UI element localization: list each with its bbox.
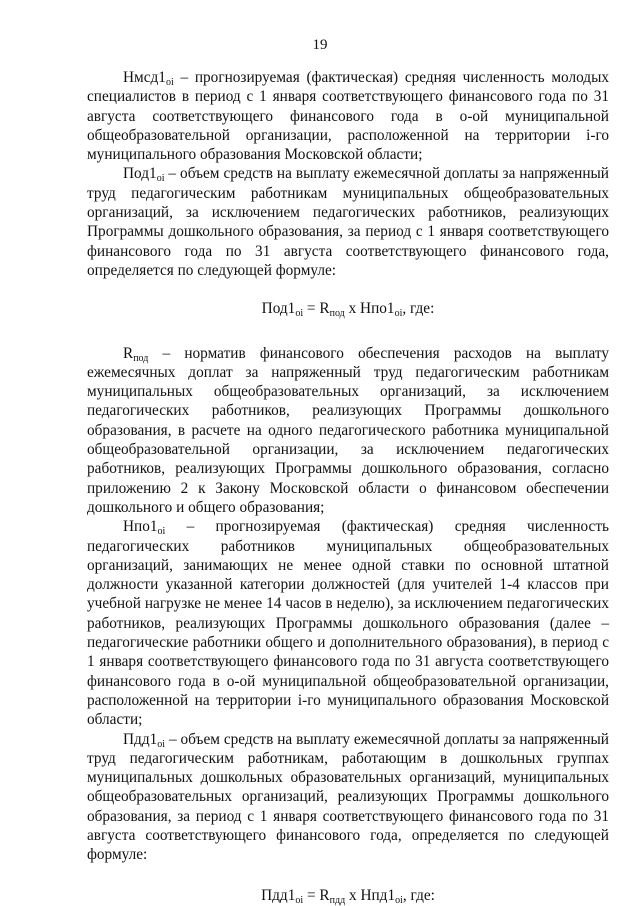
- paragraph-rpod: $R_{под}$ – норматив финансового обеспечения расходов на выплату ежемесячных доплат за напряженный труд педагогическим работникам муниципальных общеобразовательных организаций, за исключением педагогических работников, реализующих Программы дошкольного образования, в расчете на одного педагогического работника муниципальной общеобразовательной организации, за исключением педагогических работников, реализующих Программы дошкольного образования, согласно приложению 2 к Закону Московской области о финансовом обеспечении дошкольного и общего образования;: [87, 344, 609, 516]
- paragraph-nmsd: $Нмсд1_{oi}$ – прогнозируемая (фактическая) средняя численность молодых специалистов в период с 1 января соответствующего финансового года по 31 августа соответствующего финансового года в о-ой муниципальной общеобразовательной организации, расположенной на территории i-го муниципального образования Московской области;: [87, 69, 609, 164]
- paragraph-npo: $Нпо1_{oi}$ – прогнозируемая (фактическая) средняя численность педагогических работников муниципальных общеобразовательных организаций, занимающих не менее одной ставки по основной штатной должности указанной категории должностей (для учителей 1-4 классов при учебной нагрузке не менее 14 часов в неделю), за исключением педагогических работников, реализующих Программы дошкольного образования (далее – педагогические работники общего и дополнительного образования), в период с 1 января соответствующего финансового года по 31 августа соответствующего финансового года в о-ой муниципальной общеобразовательной организации, расположенной на территории i-го муниципального образования Московской области;: [87, 518, 609, 729]
- paragraph-pdd: $Пдд1_{oi}$ – объем средств на выплату ежемесячной доплаты за напряженный труд педагогическим работникам, работающим в дошкольных группах муниципальных дошкольных образовательных организаций, муниципальных общеобразовательных организаций, реализующих Программы дошкольного образования, за период с 1 января соответствующего финансового года по 31 августа соответствующего финансового года, определяется по следующей формуле:: [87, 730, 609, 864]
- document-body: [87, 68, 609, 905]
- formula-pdd: $Пдд1_{oi} = R_{пдд}$ x $Нпд1_{oi}$, где:: [261, 886, 435, 906]
- paragraph-pod: $Под1_{oi}$ – объем средств на выплату ежемесячной доплаты за напряженный труд педагогическим работникам муниципальных общеобразовательных организаций, за исключением педагогических работников, реализующих Программы дошкольного образования, за период с 1 января соответствующего финансового года по 31 августа соответствующего финансового года, определяется по следующей формуле:: [87, 165, 609, 279]
- formula-pod: $Под1_{oi} = R_{под}$ x $Нпо1_{oi}$, где:: [261, 300, 435, 320]
- page-number: 19: [312, 37, 328, 53]
